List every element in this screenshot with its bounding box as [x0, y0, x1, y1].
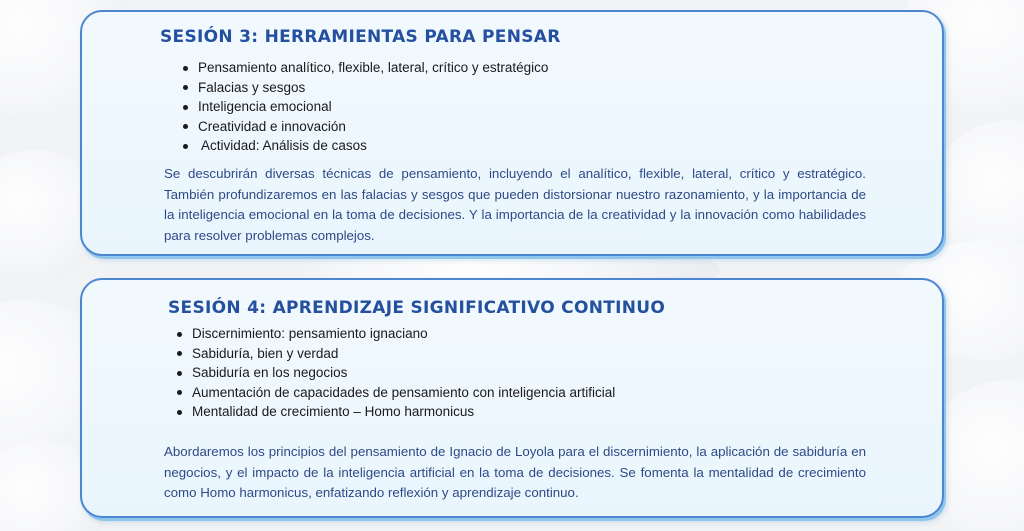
session-3-topic-list: [182, 58, 548, 156]
list-item: Actividad: Análisis de casos: [182, 136, 548, 156]
list-item: Inteligencia emocional: [182, 97, 548, 117]
session-3-title: SESIÓN 3: HERRAMIENTAS PARA PENSAR: [160, 27, 561, 47]
session-4-topic-list: [176, 324, 615, 422]
session-4-description: Abordaremos los principios del pensamiento de Ignacio de Loyola para el discernimiento, la aplicación de sabiduría en negocios, y el impacto de la inteligencia artificial en la toma de decisiones. Se fomenta la mentalidad de crecimiento como Homo harmonicus, enfatizando reflexión y aprendizaje continuo.: [164, 444, 866, 501]
list-item: Aumentación de capacidades de pensamiento con inteligencia artificial: [176, 383, 615, 403]
session-4-title: SESIÓN 4: APRENDIZAJE SIGNIFICATIVO CONTINUO: [168, 298, 666, 318]
list-item: Discernimiento: pensamiento ignaciano: [176, 324, 615, 344]
list-item: Sabiduría, bien y verdad: [176, 344, 615, 364]
session-3-description: Se descubrirán diversas técnicas de pensamiento, incluyendo el analítico, flexible, lateral, crítico y estratégico. También profundizaremos en las falacias y sesgos que pueden distorsionar nuestro razonamiento, y la importancia de la inteligencia emocional en la toma de decisiones. Y la importancia de la creatividad y la innovación como habilidades para resolver problemas complejos.: [164, 166, 866, 243]
session-3-card: [80, 10, 944, 256]
list-item: Mentalidad de crecimiento – Homo harmonicus: [176, 402, 615, 422]
list-item: Sabiduría en los negocios: [176, 363, 615, 383]
list-item: Falacias y sesgos: [182, 78, 548, 98]
list-item: Pensamiento analítico, flexible, lateral, crítico y estratégico: [182, 58, 548, 78]
session-4-card: [80, 278, 944, 518]
list-item: Creatividad e innovación: [182, 117, 548, 137]
